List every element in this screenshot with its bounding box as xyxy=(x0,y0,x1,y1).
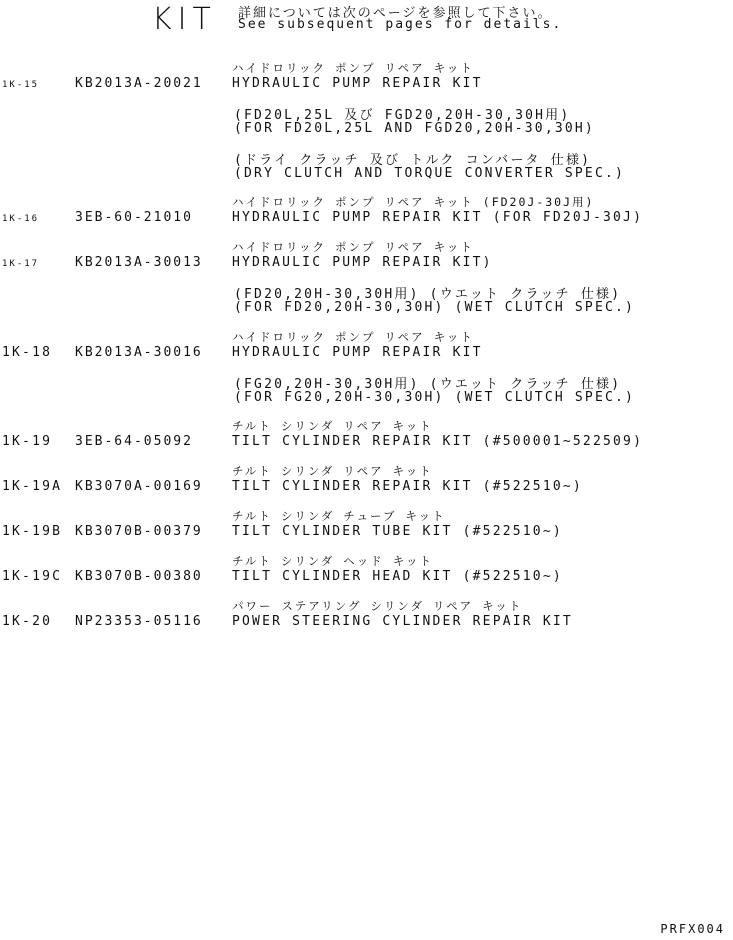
entry-1k19c-part: KB3070B-00380 xyxy=(75,569,203,584)
entry-1k16-ref: 1K-16 xyxy=(2,214,40,224)
note-english: See subsequent pages for details. xyxy=(238,17,563,32)
entry-1k17-ref: 1K-17 xyxy=(2,259,40,269)
footer-code: PRFX004 xyxy=(660,922,725,936)
page-title: KIT xyxy=(152,2,217,37)
entry-1k15-note-3: (ドライ クラッチ 及び トルク コンバータ 仕様) xyxy=(234,153,592,168)
entry-1k15-en: HYDRAULIC PUMP REPAIR KIT xyxy=(232,76,483,91)
entry-1k18-jp: ハイドロリック ポンプ リペア キット xyxy=(232,330,474,344)
entry-1k17-en: HYDRAULIC PUMP REPAIR KIT) xyxy=(232,255,493,270)
entry-1k18-en: HYDRAULIC PUMP REPAIR KIT xyxy=(232,345,483,360)
entry-1k19a-ref: 1K-19A xyxy=(2,479,63,494)
entry-1k16-en: HYDRAULIC PUMP REPAIR KIT (FOR FD20J-30J) xyxy=(232,210,644,225)
entry-1k15-note-4: (DRY CLUTCH AND TORQUE CONVERTER SPEC.) xyxy=(234,166,626,181)
entry-1k18-note-2: (FOR FG20,20H-30,30H) (WET CLUTCH SPEC.) xyxy=(234,390,636,405)
note-japanese: 詳細については次のページを参照して下さい。 xyxy=(238,6,553,21)
entry-1k19c-ref: 1K-19C xyxy=(2,569,63,584)
entry-1k19-en: TILT CYLINDER REPAIR KIT (#500001~522509) xyxy=(232,434,644,449)
entry-1k19b-ref: 1K-19B xyxy=(2,524,63,539)
entry-1k17-part: KB2013A-30013 xyxy=(75,255,203,270)
entry-1k15-jp: ハイドロリック ポンプ リペア キット xyxy=(232,61,474,75)
entry-1k19c-jp: チルト シリンダ ヘッド キット xyxy=(232,554,434,568)
entry-1k18-ref: 1K-18 xyxy=(2,345,53,360)
entry-1k17-note-1: (FD20,20H-30,30H用) (ウエット クラッチ 仕様) xyxy=(234,287,622,302)
entry-1k20-jp: パワー ステアリング シリンダ リペア キット xyxy=(232,599,523,613)
entry-1k20-ref: 1K-20 xyxy=(2,614,53,629)
entry-1k19b-en: TILT CYLINDER TUBE KIT (#522510~) xyxy=(232,524,563,539)
entry-1k17-note-2: (FOR FD20,20H-30,30H) (WET CLUTCH SPEC.) xyxy=(234,300,636,315)
entry-1k16-jp: ハイドロリック ポンプ リペア キット (FD20J-30J用) xyxy=(232,195,595,209)
entry-1k15-part: KB2013A-20021 xyxy=(75,76,203,91)
entry-1k15-ref: 1K-15 xyxy=(2,80,40,90)
entry-1k20-en: POWER STEERING CYLINDER REPAIR KIT xyxy=(232,614,573,629)
entry-1k18-note-1: (FG20,20H-30,30H用) (ウエット クラッチ 仕様) xyxy=(234,377,622,392)
entry-1k19a-jp: チルト シリンダ リペア キット xyxy=(232,464,433,478)
entry-1k19b-part: KB3070B-00379 xyxy=(75,524,203,539)
entry-1k18-part: KB2013A-30016 xyxy=(75,345,203,360)
entry-1k19b-jp: チルト シリンダ チューブ キット xyxy=(232,509,446,523)
entry-1k19c-en: TILT CYLINDER HEAD KIT (#522510~) xyxy=(232,569,563,584)
entry-1k19-part: 3EB-64-05092 xyxy=(75,434,193,449)
entry-1k19-ref: 1K-19 xyxy=(2,434,53,449)
entry-1k20-part: NP23353-05116 xyxy=(75,614,203,629)
entry-1k19a-part: KB3070A-00169 xyxy=(75,479,203,494)
entry-1k19a-en: TILT CYLINDER REPAIR KIT (#522510~) xyxy=(232,479,583,494)
entry-1k17-jp: ハイドロリック ポンプ リペア キット xyxy=(232,240,474,254)
entry-1k19-jp: チルト シリンダ リペア キット xyxy=(232,419,433,433)
entry-1k15-note-1: (FD20L,25L 及び FGD20,20H-30,30H用) xyxy=(234,108,571,123)
entry-1k15-note-2: (FOR FD20L,25L AND FGD20,20H-30,30H) xyxy=(234,121,595,136)
entry-1k16-part: 3EB-60-21010 xyxy=(75,210,193,225)
